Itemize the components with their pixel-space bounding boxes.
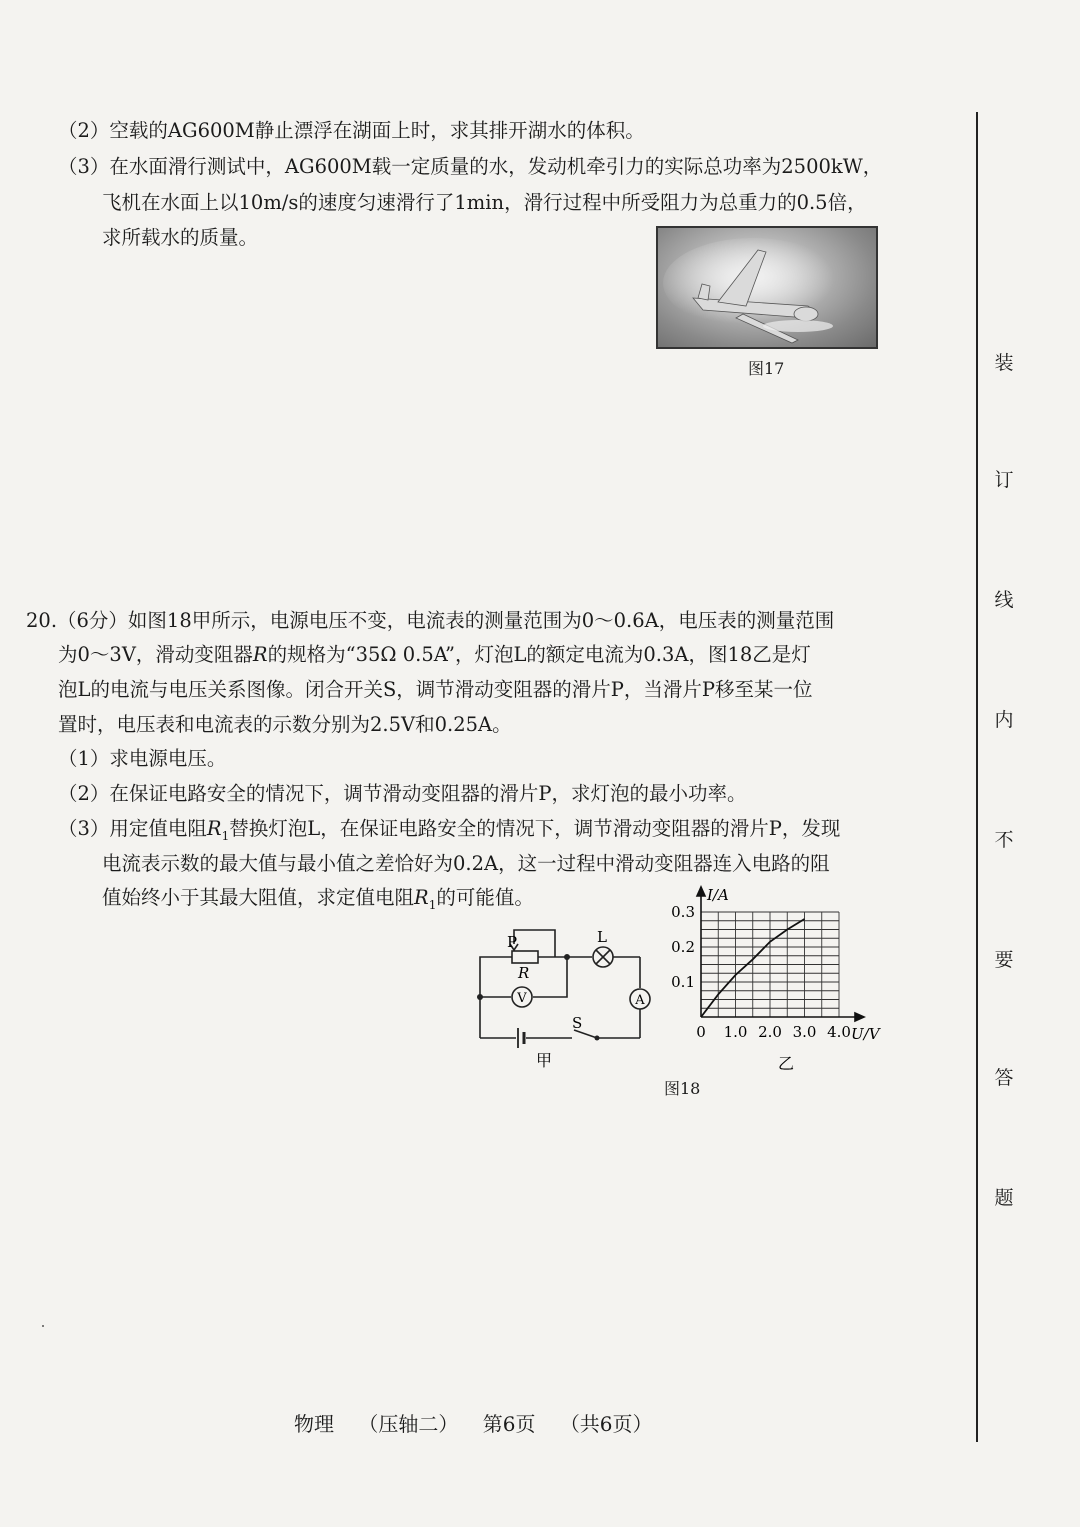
binding-char: 内 — [994, 709, 1014, 731]
q19-part3-line1: （3）在水面滑行测试中，AG600M载一定质量的水，发动机牵引力的实际总功率为2500kW， — [58, 155, 883, 178]
footer-paper: （压轴二） — [358, 1412, 459, 1436]
x-axis-label: U/V — [851, 1025, 880, 1043]
footer-total: （共6页） — [559, 1412, 653, 1436]
binding-char: 线 — [994, 589, 1014, 611]
lamp-label-L: L — [597, 928, 607, 946]
y-tick-label: 0.1 — [671, 973, 695, 991]
page-footer — [294, 1408, 671, 1437]
q20-part2: （2）在保证电路安全的情况下，调节滑动变阻器的滑片P，求灯泡的最小功率。 — [58, 782, 747, 805]
binding-char: 装 — [994, 352, 1014, 374]
q19-part3-line3: 求所载水的质量。 — [102, 226, 259, 249]
stray-dot — [42, 1325, 44, 1327]
voltmeter-label-V: V — [517, 991, 527, 1006]
figure18-circuit-diagram — [470, 920, 660, 1076]
seaplane-image — [658, 228, 876, 347]
binding-char: 答 — [994, 1067, 1014, 1089]
x-tick-label: 3.0 — [792, 1023, 817, 1041]
q20-line4: 置时，电压表和电流表的示数分别为2.5V和0.25A。 — [58, 713, 512, 736]
figure17-aircraft-photo — [656, 226, 878, 349]
q20-line2: 为0～3V，滑动变阻器R的规格为“35Ω 0.5A”，灯泡L的额定电流为0.3A，图18乙是灯 — [58, 643, 811, 666]
footer-page: 第6页 — [482, 1412, 536, 1436]
y-axis-label: I/A — [707, 886, 729, 904]
y-tick-label: 0.3 — [671, 903, 695, 921]
binding-char: 题 — [994, 1187, 1014, 1209]
rheostat-slider — [514, 930, 555, 957]
q19-part2: （2）空载的AG600M静止漂浮在湖面上时，求其排开湖水的体积。 — [58, 119, 645, 142]
q20-line1: 20.（6分）如图18甲所示，电源电压不变，电流表的测量范围为0～0.6A，电压表的测量范围 — [26, 609, 835, 632]
q20-line3: 泡L的电流与电压关系图像。闭合开关S，调节滑动变阻器的滑片P，当滑片P移至某一位 — [58, 678, 813, 701]
circuit-caption: 甲 — [536, 1051, 553, 1070]
x-tick-label: 1.0 — [723, 1023, 748, 1041]
x-tick-label: 2.0 — [758, 1023, 782, 1041]
figure18-caption: 图18 — [664, 1079, 701, 1098]
figure17-caption: 图17 — [748, 359, 785, 378]
footer-subject: 物理 — [294, 1412, 334, 1436]
rheostat-label-R: R — [518, 964, 530, 982]
binding-margin-rule — [976, 112, 978, 1442]
q20-part3-line1: （3）用定值电阻$R_1$替换灯泡L，在保证电路安全的情况下，调节滑动变阻器的滑片P，发现 — [58, 817, 841, 843]
q19-part3-line2: 飞机在水面上以10m/s的速度匀速滑行了1min，滑行过程中所受阻力为总重力的0.5倍， — [102, 191, 867, 214]
rheostat-body — [512, 951, 538, 963]
binding-char: 要 — [994, 949, 1014, 971]
x-tick-label: 4.0 — [827, 1023, 851, 1041]
ammeter-label-A: A — [635, 993, 645, 1008]
graph-caption: 乙 — [778, 1054, 795, 1073]
q20-part3-line3: 值始终小于其最大阻值，求定值电阻$R_1$的可能值。 — [102, 886, 534, 912]
y-tick-label: 0.2 — [671, 938, 695, 956]
slider-label-P: P — [507, 933, 518, 951]
binding-char: 订 — [994, 469, 1014, 491]
q20-part1: （1）求电源电压。 — [58, 747, 227, 770]
origin-label: 0 — [696, 1023, 706, 1041]
x-axis-arrow — [855, 1013, 864, 1021]
figure18-iu-graph — [660, 885, 900, 1080]
y-axis-arrow — [697, 887, 705, 896]
switch-label-S: S — [572, 1014, 583, 1032]
binding-char: 不 — [994, 829, 1014, 851]
q20-part3-line2: 电流表示数的最大值与最小值之差恰好为0.2A，这一过程中滑动变阻器连入电路的阻 — [102, 852, 830, 875]
